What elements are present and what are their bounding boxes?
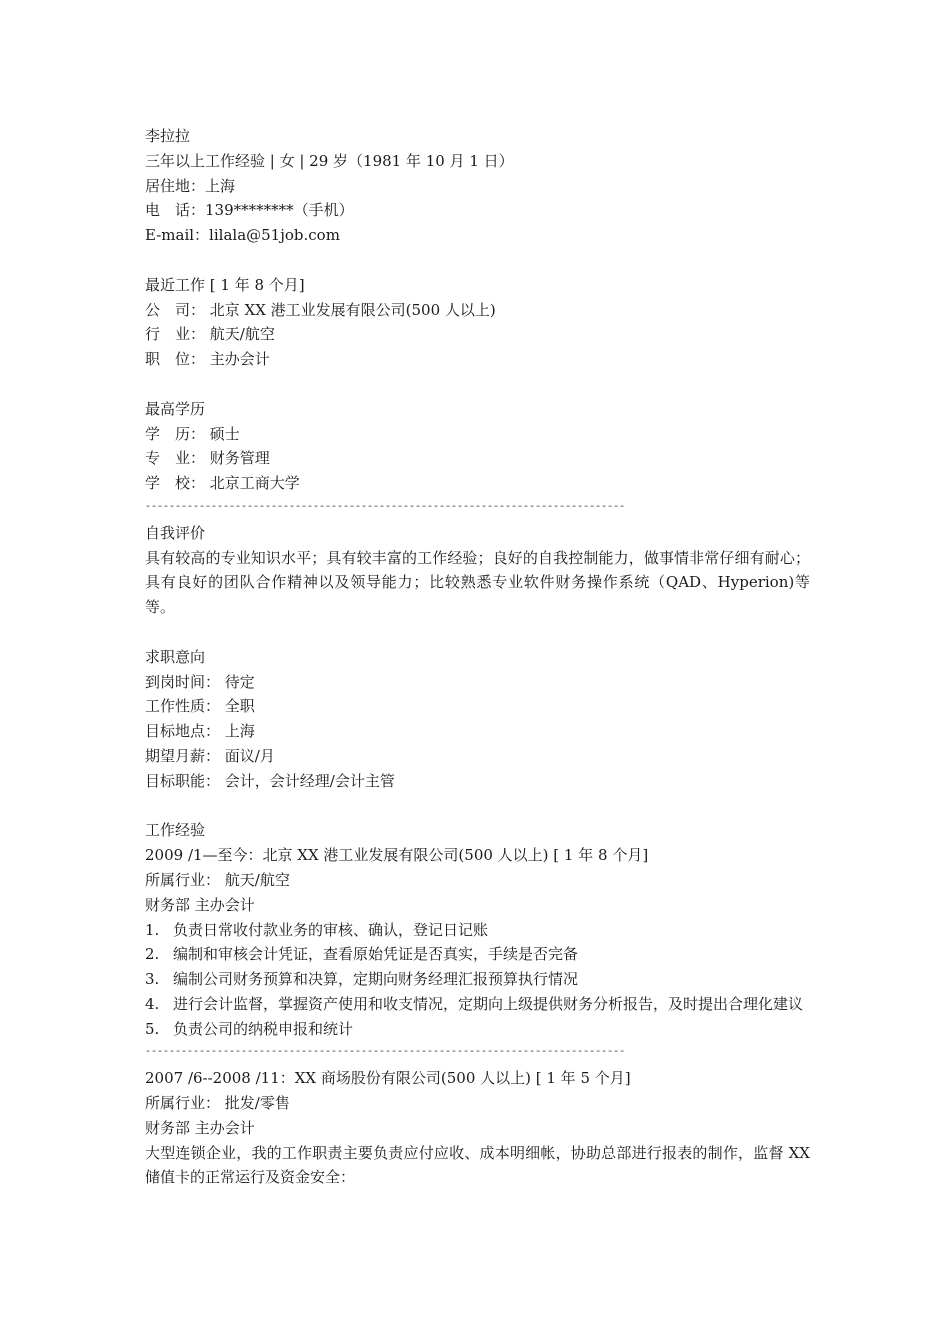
self-eval-text: 具有较高的专业知识水平；具有较丰富的工作经验；良好的自我控制能力，做事情非常仔细有耐心；具有良好的团队合作精神以及领导能力；比较熟悉专业软件财务操作系统（QAD、Hyperion)等等。 xyxy=(145,548,810,617)
intent-type: 工作性质： 全职 xyxy=(145,697,255,716)
list-text: 进行会计监督，掌握资产使用和收支情况，定期向上级提供财务分析报告，及时提出合理化建议 xyxy=(173,994,804,1013)
list-item xyxy=(145,992,810,1017)
list-number: 5. xyxy=(145,1019,160,1038)
list-number: 4. xyxy=(145,994,160,1013)
intent-location: 目标地点： 上海 xyxy=(145,722,255,741)
recent-position: 职 位： 主办会计 xyxy=(145,350,270,369)
intent-function: 目标职能： 会计，会计经理/会计主管 xyxy=(145,771,395,790)
section-separator: -------------------------------------------------------------------------------- xyxy=(145,1047,626,1059)
resume-page xyxy=(145,124,810,1190)
list-text: 编制和审核会计凭证，查看原始凭证是否真实，手续是否完备 xyxy=(173,945,579,964)
job2-dept: 财务部 主办会计 xyxy=(145,1118,255,1137)
job1-title: 2009 /1—至今：北京 XX 港工业发展有限公司(500 人以上) [ 1 年 8 个月] xyxy=(145,846,649,865)
list-number: 2. xyxy=(145,945,160,964)
recent-company: 公 司： 北京 XX 港工业发展有限公司(500 人以上) xyxy=(145,300,496,319)
spacer xyxy=(145,620,810,645)
list-text: 负责公司的纳税申报和统计 xyxy=(173,1019,354,1038)
candidate-name: 李拉拉 xyxy=(145,127,191,145)
list-item xyxy=(145,1017,810,1042)
intent-salary: 期望月薪： 面议/月 xyxy=(145,746,275,765)
spacer xyxy=(145,248,810,273)
job1-duties-list xyxy=(145,918,810,1042)
spacer xyxy=(145,372,810,397)
job1-industry: 所属行业： 航天/航空 xyxy=(145,870,290,889)
education-degree: 学 历： 硕士 xyxy=(145,424,240,443)
job2-industry: 所属行业： 批发/零售 xyxy=(145,1094,290,1113)
list-number: 3. xyxy=(145,970,160,989)
self-eval-heading: 自我评价 xyxy=(145,523,206,542)
section-separator: -------------------------------------------------------------------------------- xyxy=(145,501,626,513)
education-school: 学 校： 北京工商大学 xyxy=(145,474,300,493)
education-major: 专 业： 财务管理 xyxy=(145,449,270,468)
candidate-summary: 三年以上工作经验 | 女 | 29 岁（1981 年 10 月 1 日） xyxy=(145,151,514,170)
email: E-mail：lilala@51job.com xyxy=(145,226,340,245)
list-text: 负责日常收付款业务的审核、确认，登记日记账 xyxy=(173,920,489,939)
list-item xyxy=(145,967,810,992)
job1-dept: 财务部 主办会计 xyxy=(145,895,255,914)
recent-work-heading: 最近工作 [ 1 年 8 个月] xyxy=(145,275,305,294)
list-text: 编制公司财务预算和决算，定期向财务经理汇报预算执行情况 xyxy=(173,970,579,989)
recent-industry: 行 业： 航天/航空 xyxy=(145,325,275,344)
education-heading: 最高学历 xyxy=(145,399,206,418)
residence: 居住地：上海 xyxy=(145,176,236,195)
spacer xyxy=(145,794,810,819)
experience-heading: 工作经验 xyxy=(145,821,206,840)
job2-description: 大型连锁企业，我的工作职责主要负责应付应收、成本明细帐，协助总部进行报表的制作，监督 XX 储值卡的正常运行及资金安全： xyxy=(145,1143,810,1187)
job2-title: 2007 /6--2008 /11：XX 商场股份有限公司(500 人以上) [ 1 年 5 个月] xyxy=(145,1069,631,1088)
intent-start: 到岗时间： 待定 xyxy=(145,672,255,691)
list-number: 1. xyxy=(145,920,160,939)
intent-heading: 求职意向 xyxy=(145,647,206,666)
list-item xyxy=(145,918,810,943)
phone: 电 话：139********（手机） xyxy=(145,201,354,220)
list-item xyxy=(145,942,810,967)
